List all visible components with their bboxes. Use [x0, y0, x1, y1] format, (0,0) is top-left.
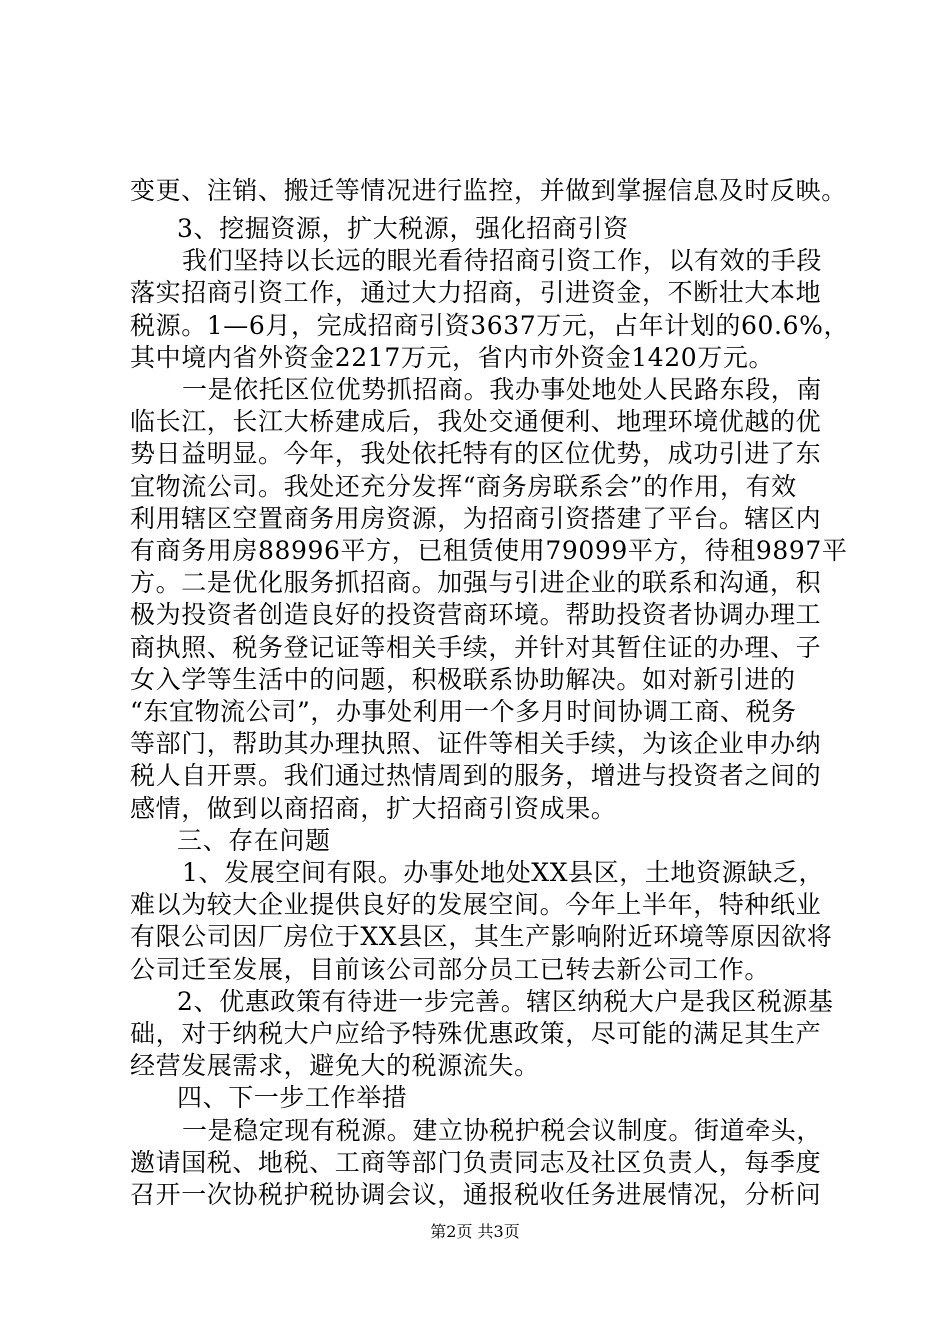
text-line: 2、优惠政策有待进一步完善。辖区纳税大户是我区税源基 [177, 987, 834, 1016]
text-line: 我们坚持以长远的眼光看待招商引资工作，以有效的手段 [182, 246, 823, 275]
text-line: 落实招商引资工作，通过大力招商，引进资金，不断壮大本地 [130, 278, 822, 307]
text-line: “东宜物流公司”，办事处利用一个多月时间协调工商、税务 [130, 697, 797, 726]
text-line: 召开一次协税护税协调会议，通报税收任务进展情况，分析问 [130, 1180, 822, 1209]
text-line: 临长江，长江大桥建成后，我处交通便利、地理环境优越的优 [130, 407, 822, 436]
text-line: 女入学等生活中的问题，积极联系协助解决。如对新引进的 [130, 665, 796, 694]
text-line: 商执照、税务登记证等相关手续，并针对其暂住证的办理、子 [130, 633, 822, 662]
text-line: 税人自开票。我们通过热情周到的服务，增进与投资者之间的 [130, 761, 822, 790]
text-line: 础，对于纳税大户应给予特殊优惠政策，尽可能的满足其生产 [130, 1019, 822, 1048]
text-line: 一是依托区位优势抓招商。我办事处地处人民路东段，南 [182, 375, 823, 404]
section-heading: 三、存在问题 [177, 826, 331, 855]
text-line: 税源。1—6月，完成招商引资3637万元，占年计划的60.6%， [130, 311, 850, 340]
text-line: 一是稳定现有税源。建立协税护税会议制度。街道牵头， [182, 1116, 823, 1145]
text-line: 1、发展空间有限。办事处地处XX县区，土地资源缺乏， [182, 858, 825, 887]
text-line: 经营发展需求，避免大的税源流失。 [130, 1051, 540, 1080]
text-line: 公司迁至发展，目前该公司部分员工已转去新公司工作。 [130, 955, 771, 984]
text-line: 极为投资者创造良好的投资营商环境。帮助投资者协调办理工 [130, 600, 822, 629]
text-line: 邀请国税、地税、工商等部门负责同志及社区负责人，每季度 [130, 1148, 822, 1177]
text-line: 等部门，帮助其办理执照、证件等相关手续，为该企业申办纳 [130, 729, 822, 758]
text-line: 感情，做到以商招商，扩大招商引资成果。 [130, 794, 617, 823]
text-line: 利用辖区空置商务用房资源，为招商引资搭建了平台。辖区内 [130, 504, 822, 533]
text-line: 有限公司因厂房位于XX县区，其生产影响附近环境等原因欲将 [130, 922, 833, 951]
text-line: 难以为较大企业提供良好的发展空间。今年上半年，特种纸业 [130, 890, 822, 919]
page-footer: 第2页 共3页 [430, 1222, 520, 1241]
text-line: 势日益明显。今年，我处依托特有的区位优势，成功引进了东 [130, 439, 822, 468]
text-line: 方。二是优化服务抓招商。加强与引进企业的联系和沟通，积 [130, 568, 822, 597]
text-line: 宜物流公司。我处还充分发挥“商务房联系会”的作用，有效 [130, 472, 797, 501]
section-heading: 3、挖掘资源，扩大税源，强化招商引资 [177, 214, 629, 243]
text-line: 变更、注销、搬迁等情况进行监控，并做到掌握信息及时反映。 [130, 176, 847, 205]
text-line: 有商务用房88996平方，已租赁使用79099平方，待租9897平 [130, 536, 848, 565]
section-heading: 四、下一步工作举措 [177, 1083, 408, 1112]
text-line: 其中境内省外资金2217万元，省内市外资金1420万元。 [130, 343, 775, 372]
